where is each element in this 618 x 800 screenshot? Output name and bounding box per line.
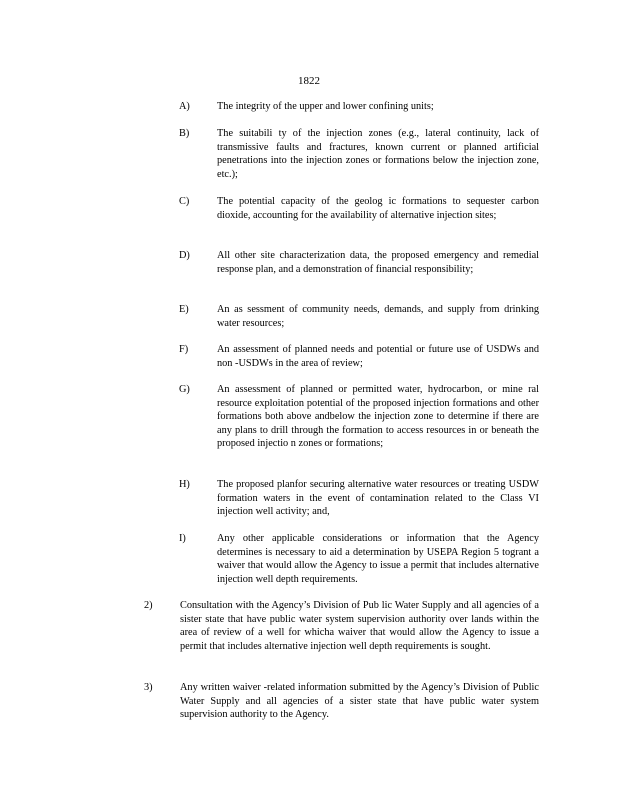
list-item-h	[179, 478, 539, 532]
list-item-i	[179, 532, 539, 586]
item-label: G)	[179, 384, 190, 395]
item-label: 2)	[144, 600, 153, 611]
item-text: Any other applicable considerations or information that the Agency determines is necessary to aid a determination by USEPA Region 5 togrant a waiver that would allow the Agency to issue a permit that includes alternative injection well depth requirements.	[217, 533, 539, 585]
list-item-f	[179, 343, 539, 383]
item-text: The potential capacity of the geolog ic formations to sequester carbon dioxide, accounting for the availability of alternative injection sites;	[217, 196, 539, 221]
list-item-c	[179, 195, 539, 249]
item-label: I)	[179, 533, 186, 544]
item-label: H)	[179, 479, 190, 490]
item-label: A)	[179, 101, 190, 112]
item-label: E)	[179, 304, 189, 315]
list-item-e	[179, 303, 539, 343]
item-label: F)	[179, 344, 189, 355]
item-text: The suitabili ty of the injection zones (e.g., lateral continuity, lack of transmissive faults and fractures, known current or planned artificial penetrations into the injection zones or formations below the injection zone, etc.);	[217, 128, 539, 180]
sub-item-list	[179, 100, 539, 586]
item-label: 3)	[144, 682, 153, 693]
item-text: The integrity of the upper and lower confining units;	[217, 101, 434, 112]
item-text: An as sessment of community needs, demands, and supply from drinking water resources;	[217, 304, 539, 329]
list-item-b	[179, 127, 539, 195]
item-text: Any written waiver -related information submitted by the Agency’s Division of Public Water Supply and all agencies of a sister state that have public water system supervision authority to the Agency.	[180, 682, 539, 721]
numbered-item-3	[144, 681, 539, 722]
item-label: B)	[179, 128, 190, 139]
item-text: Consultation with the Agency’s Division of Pub lic Water Supply and all agencies of a sister state that have public water system supervision authority over lands within the area of review of a well for whicha waiver that would allow the Agency to issue a permit that includes alternative injection well depth requirements is sought.	[180, 600, 539, 652]
item-text: An assessment of planned or permitted water, hydrocarbon, or mine ral resource exploitation potential of the proposed injection formations and other formations both above andbelow the injection zone to determine if there are any plans to drill through the formation to access resources in or beneath the proposed injectio n zones or formations;	[217, 384, 539, 450]
item-text: All other site characterization data, the proposed emergency and remedial response plan, and a demonstration of financial responsibility;	[217, 250, 539, 275]
page-number: 1822	[298, 75, 320, 87]
list-item-d	[179, 249, 539, 303]
item-label: C)	[179, 196, 190, 207]
item-text: The proposed planfor securing alternative water resources or treating USDW formation waters in the event of contamination related to the Class VI injection well activity; and,	[217, 479, 539, 518]
list-item-a	[179, 100, 539, 127]
item-label: D)	[179, 250, 190, 261]
item-text: An assessment of planned needs and potential or future use of USDWs and non -USDWs in the area of review;	[217, 344, 539, 369]
numbered-item-2	[144, 599, 539, 653]
list-item-g	[179, 383, 539, 478]
